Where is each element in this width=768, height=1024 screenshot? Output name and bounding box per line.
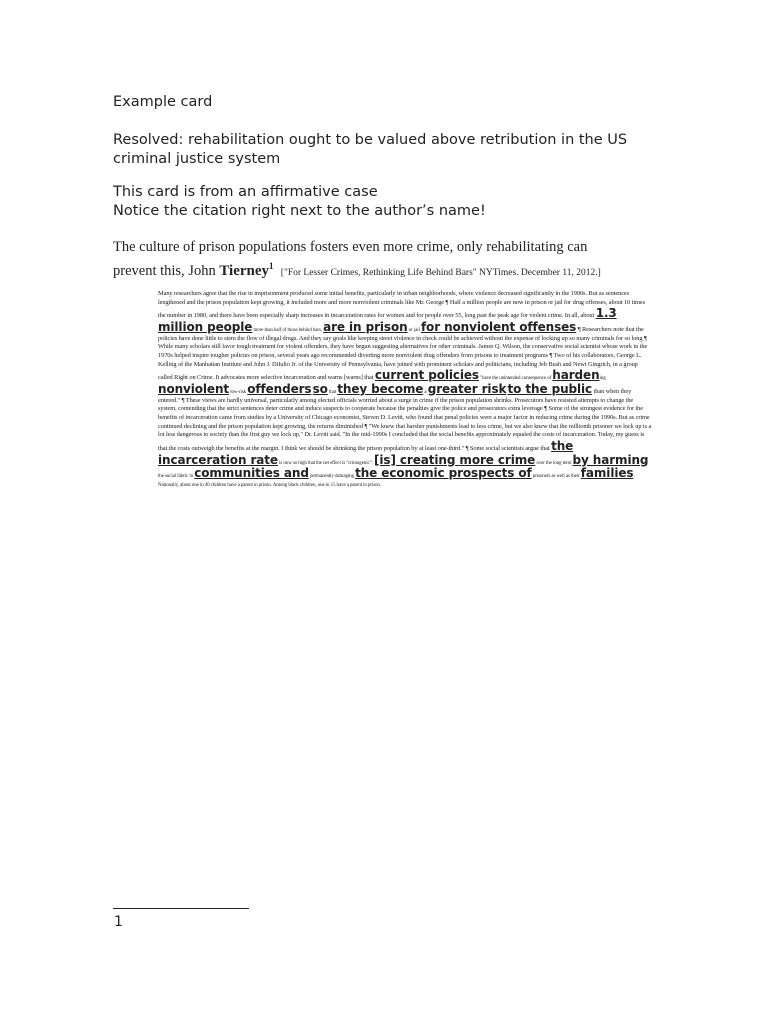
card-text: the social fabric in — [158, 474, 195, 480]
highlighted-text: to the public — [507, 381, 593, 396]
highlighted-text: communities and — [194, 466, 309, 481]
resolution-text: Resolved: rehabilitation ought to be valued above retribution in the US criminal justice system — [113, 132, 628, 167]
highlighted-text: the incarceration rate — [158, 438, 574, 467]
highlighted-text: the economic prospects of — [355, 466, 532, 481]
card-text: that — [327, 389, 338, 395]
card-text: is now so high that the net effect is "crimogenic": — [277, 460, 374, 466]
card-text: over the long term — [535, 460, 573, 466]
highlighted-text: by harming — [572, 452, 649, 467]
card-text: ¶ Researchers note that the policies have done little to stem the flow of illegal drugs. And they say goals like keeping street violence in check could be achieved without the expense of locking up so many criminals for so long ¶ While many scholars still favor tough treatment for violent offenders, they have begun suggesting alternatives for other criminals. James Q. Wilson, the conservative social scientist whose work in the 1970s helped inspire tougher policies on prison, several years ago recommended diverting more nonviolent drug offenders from prisons to treatment programs ¶ Two of his collaborators, George L. Kelling of the Manhattan Institute and John J. DiIulio Jr. of the University of Pennsylvania, have joined with prominent scholars and politicians, including Jeb Bush and Newt Gingrich, in a group called Right on Crime. It advocates more selective incarceration and warns [warns] that — [158, 325, 648, 382]
card-text: prisoners as well as their — [531, 474, 581, 480]
highlighted-text: they become — [337, 381, 424, 396]
highlighted-text: 1.3 million people — [158, 306, 617, 334]
card-text: than when they entered." ¶ These views are hardly universal, particularly among elected officials worried about a surge in crime if the prison population shrinks. Prosecutors have resisted attempts to change the system, contending that the strict sentences deter crime and induce suspects to cooperate because the penalties give the police and prosecutors extra leverage ¶ Some of the strongest evidence for the benefits of incarceration came from studies by a University of Chicago economist, Steven D. Levitt, who found that penal policies were a major factor in reducing crime during the 1990s. But as crime continued declining and the prison population kept growing, the returns diminished ¶ "We knew that harsher punishments lead to less crime, but we also knew that the millionth prisoner we lock up is a lot less dangerous to society than the first guy we lock up," Dr. Levitt said. "In the mid-1990s I concluded that the social benefits approximately equaled the costs of incarceration. Today, my guess is that the costs outweigh the benefits at the margin. I think we should be shrinking the prison population by at least one-third." ¶ Some social scientists argue that — [158, 387, 652, 452]
card-text: low-risk — [229, 389, 248, 395]
example-card-label: Example card — [113, 94, 213, 110]
highlighted-text: [is] creating more crime — [374, 452, 536, 467]
highlighted-text: harden — [552, 368, 600, 383]
footnote-number: 1 — [114, 914, 123, 930]
card-text: "have the unintended consequence of — [478, 376, 553, 382]
citation: ["For Lesser Crimes, Rethinking Life Behind Bars" NYTimes. December 11, 2012.] — [280, 267, 601, 278]
highlighted-text: offenders — [247, 381, 312, 396]
card-text: Many researchers agree that the rise in imprisonment produced some initial benefits, particularly in urban neighborhoods, where violence decreased significantly in the 1990s. But as sentences lengthened and the prison population kept growing, it included more and more nonviolent criminals like Mr. George ¶ Half a million people are now in prison or jail for drug offenses, about 10 times the number in 1980, and there have been especially sharp increases in incarceration rates for women and for people over 55, long past the peak age for violent crime. In all, about — [158, 290, 645, 320]
card-text: ing — [599, 376, 606, 382]
citation-notice: Notice the citation right next to the author’s name! — [113, 203, 486, 219]
card-text: permanently damaging — [308, 474, 356, 480]
highlighted-text: nonviolent — [158, 381, 230, 396]
highlighted-text: for nonviolent offenses — [420, 319, 577, 334]
affirmative-case-note: This card is from an affirmative case — [113, 184, 378, 200]
highlighted-text: are in prison — [323, 319, 408, 334]
author-name: Tierney — [219, 262, 270, 279]
highlighted-text: current policies — [374, 368, 479, 383]
highlighted-text: so — [312, 381, 328, 396]
card-tag — [113, 238, 633, 283]
highlighted-text: greater risk — [427, 381, 507, 396]
card-text: or jail — [407, 327, 421, 333]
card-text: . Nationally, about one in 40 children have a parent in prison. Among black children, one in 15 have a parent in prison. — [158, 474, 635, 489]
card-body — [158, 290, 652, 490]
highlighted-text: families — [580, 466, 634, 481]
tag-text: The culture of prison populations fosters even more crime, only rehabilitating can prevent this, John — [113, 239, 588, 279]
card-text: a — [423, 389, 428, 395]
card-text: more than half of those behind bars, — [252, 327, 324, 333]
footnote-separator — [113, 908, 249, 909]
footnote-ref: 1 — [269, 261, 274, 271]
